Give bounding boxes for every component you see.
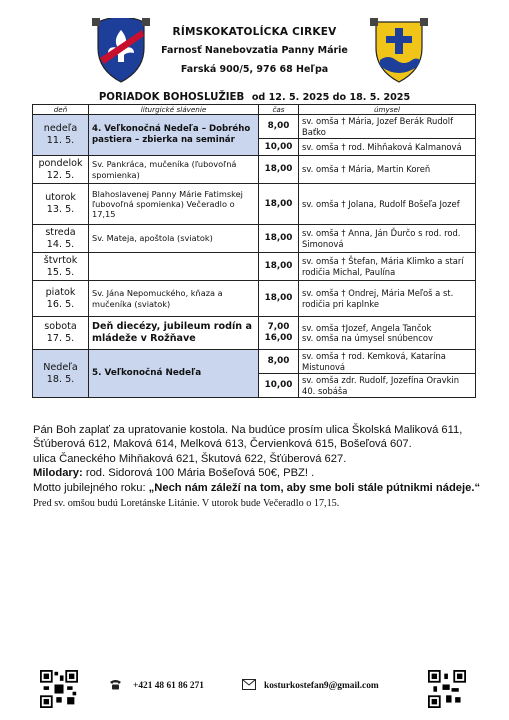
liturgy-cell: 4. Veľkonočná Nedeľa – Dobrého pastiera – zbierka na seminár xyxy=(89,115,259,156)
intention-cell: sv. omša † rod. Kemková, Katarína Mistunová xyxy=(299,350,476,374)
intention-cell: sv. omša † Štefan, Mária Klimko a starí rodičia Michal, Paulína xyxy=(299,253,476,281)
time-cell: 10,00 xyxy=(259,139,299,156)
time-cell: 18,00 xyxy=(259,184,299,225)
intention-cell: sv. omša † Anna, Ján Ďurčo s rod. rod. Simonová xyxy=(299,225,476,253)
day-cell: Nedeľa 18. 5. xyxy=(33,350,89,398)
phone-icon xyxy=(109,679,122,690)
time-cell: 18,00 xyxy=(259,225,299,253)
parish-address: Farská 900/5, 976 68 Heľpa xyxy=(180,64,329,75)
col-header-intention: úmysel xyxy=(299,105,476,115)
phone-number: +421 48 61 86 271 xyxy=(133,681,204,691)
liturgy-cell: Deň diecézy, jubileum rodín a mládeže v Rožňave xyxy=(89,317,259,350)
liturgy-cell: Blahoslavenej Panny Márie Fatimskej ľubovoľná spomienka) Večeradlo o 17,15 xyxy=(89,184,259,225)
table-row xyxy=(33,350,476,374)
qr-code-left xyxy=(40,670,78,708)
day-cell: štvrtok 15. 5. xyxy=(33,253,89,281)
day-cell: streda 14. 5. xyxy=(33,225,89,253)
mail-icon xyxy=(242,679,256,690)
table-row xyxy=(33,281,476,317)
mass-schedule-table xyxy=(32,104,476,398)
time-cell: 8,00 xyxy=(259,115,299,139)
day-cell: piatok 16. 5. xyxy=(33,281,89,317)
table-row xyxy=(33,156,476,184)
schedule-title: PORIADOK BOHOSLUŽIEB xyxy=(98,92,245,103)
liturgy-cell xyxy=(89,253,259,281)
note-line: Pán Boh zaplať za upratovanie kostola. Na budúce prosím ulica Školská Maliková 611, xyxy=(33,424,463,436)
time-cell: 18,00 xyxy=(259,253,299,281)
intention-cell: sv. omša † Mária, Martin Koreň xyxy=(299,156,476,184)
time-cell: 7,00 16,00 xyxy=(259,317,299,350)
qr-code-right xyxy=(428,670,466,708)
note-line: ulica Čaneckého Mihňaková 621, Škutová 622, Šťúberová 627. xyxy=(33,452,347,465)
organization-name: RÍMSKOKATOLÍCKA CIRKEV xyxy=(172,26,337,38)
intention-cell: sv. omša zdr. Rudolf, Jozefína Oravkin 40. sobáša xyxy=(299,374,476,398)
liturgy-cell: Sv. Jána Nepomuckého, kňaza a mučeníka (sviatok) xyxy=(89,281,259,317)
time-cell: 18,00 xyxy=(259,281,299,317)
intention-cell: sv. omša † Jolana, Rudolf Bošeľa Jozef xyxy=(299,184,476,225)
table-row xyxy=(33,253,476,281)
date-range: od 12. 5. 2025 do 18. 5. 2025 xyxy=(251,92,411,103)
note-line: Šťúberová 612, Maková 614, Melková 613, Červienková 615, Bošeľová 607. xyxy=(33,438,412,451)
intention-cell: sv. omša † Mária, Jozef Berák Rudolf Baťko xyxy=(299,115,476,139)
table-row xyxy=(33,225,476,253)
liturgy-cell: Sv. Mateja, apoštola (sviatok) xyxy=(89,225,259,253)
donations-line: Milodary: rod. Sidorová 100 Mária Bošeľová 50€, PBZ! . xyxy=(33,467,315,480)
col-header-day: deň xyxy=(33,105,89,115)
intention-cell: sv. omša † rod. Mihňaková Kalmanová xyxy=(299,139,476,156)
email-address: kosturkostefan9@gmail.com xyxy=(264,681,379,691)
page-title xyxy=(0,92,509,103)
liturgy-cell: Sv. Pankráca, mučeníka (ľubovoľná spomienka) xyxy=(89,156,259,184)
table-row xyxy=(33,184,476,225)
liturgy-cell: 5. Veľkonočná Nedeľa xyxy=(89,350,259,398)
announcements xyxy=(33,423,483,511)
intention-cell: sv. omša † Ondrej, Mária Meľoš a st. rodičia pri kaplnke xyxy=(299,281,476,317)
table-row xyxy=(33,115,476,139)
parish-name: Farnosť Nanebovzatia Panny Márie xyxy=(161,45,348,56)
day-cell: utorok 13. 5. xyxy=(33,184,89,225)
table-row xyxy=(33,317,476,350)
table-header-row xyxy=(33,105,476,115)
intention-cell: sv. omša †Jozef, Angela Tančok sv. omša na úmysel snúbencov xyxy=(299,317,476,350)
motto-line: Motto jubilejného roku: „Nech nám záleží na tom, aby sme boli stále pútnikmi nádeje.“ Pred sv. omšou budú Loretánske Litánie. V utorok bude Večeradlo o 17,15. xyxy=(33,481,481,510)
day-cell: sobota 17. 5. xyxy=(33,317,89,350)
col-header-liturgy: liturgické slávenie xyxy=(89,105,259,115)
time-cell: 18,00 xyxy=(259,156,299,184)
col-header-time: čas xyxy=(259,105,299,115)
day-cell: pondelok 12. 5. xyxy=(33,156,89,184)
time-cell: 10,00 xyxy=(259,374,299,398)
time-cell: 8,00 xyxy=(259,350,299,374)
page-header xyxy=(0,26,509,75)
day-cell: nedeľa 11. 5. xyxy=(33,115,89,156)
